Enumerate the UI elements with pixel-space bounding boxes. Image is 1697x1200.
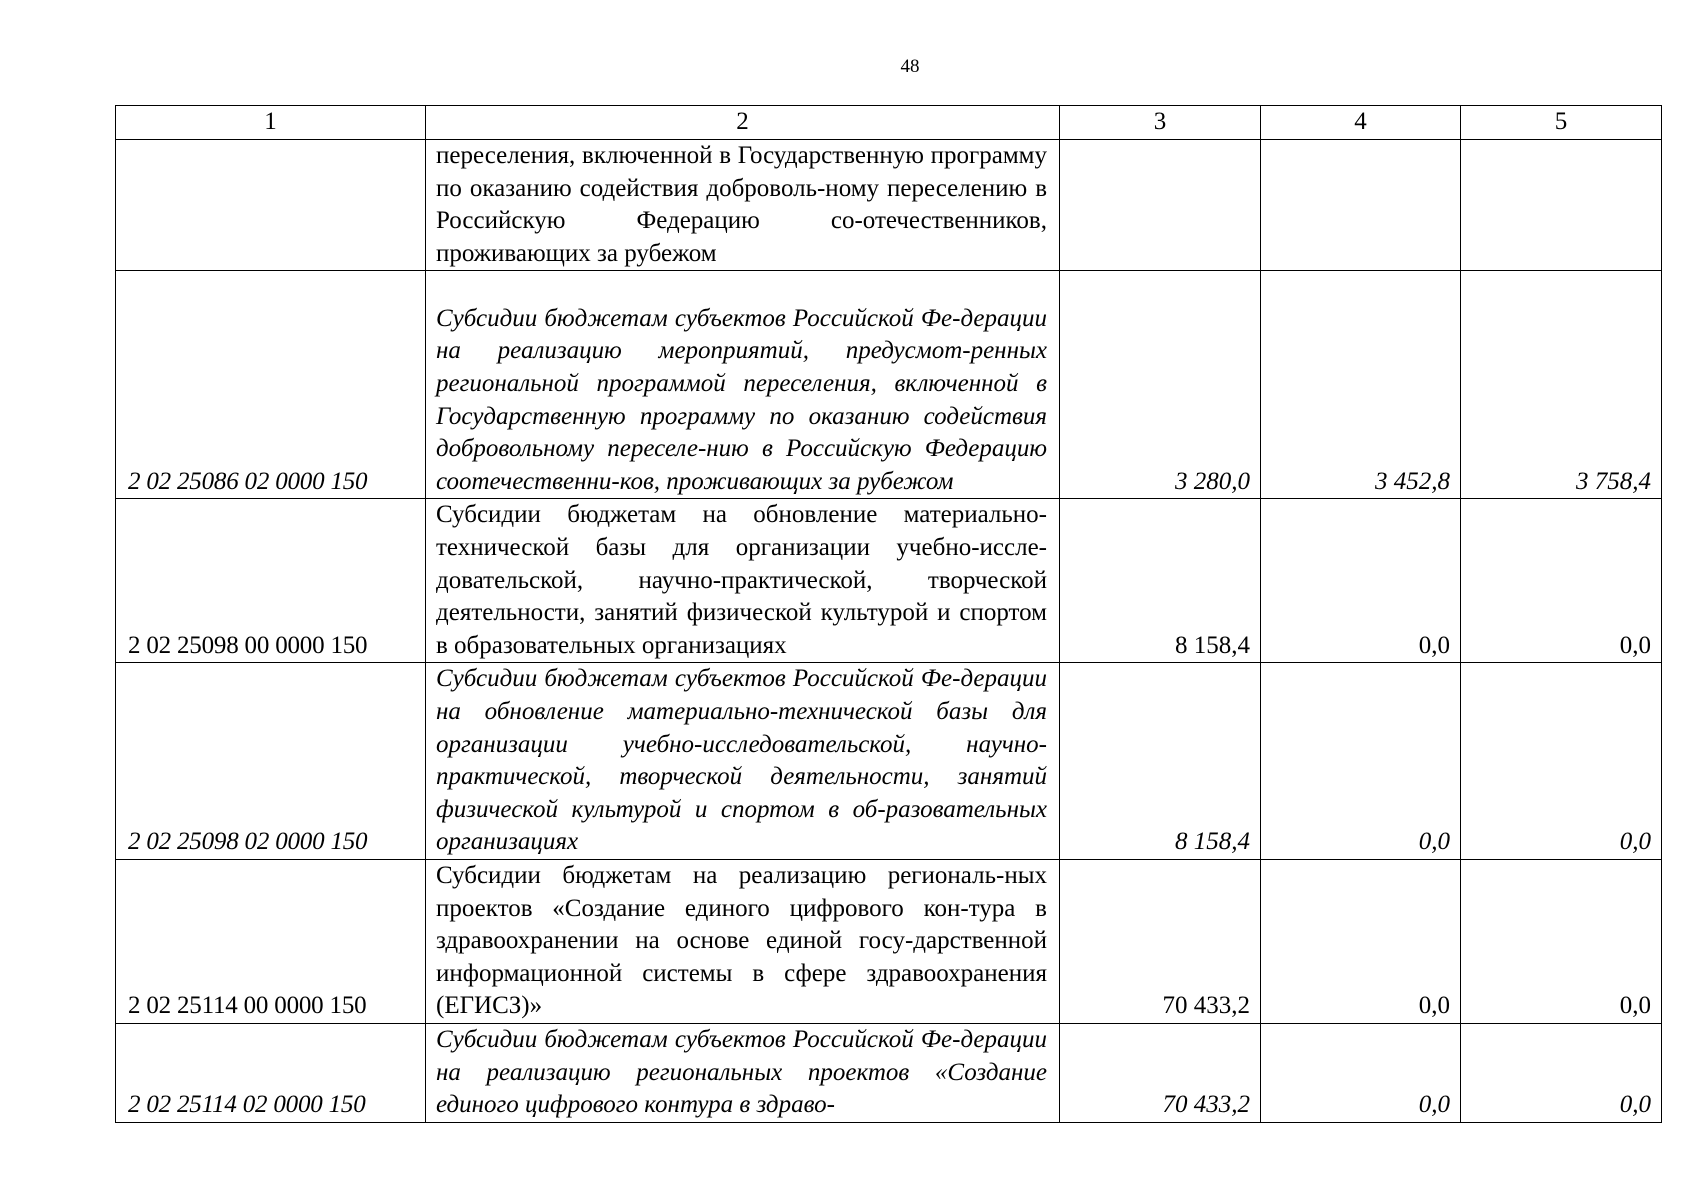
row-value-col3: 8 158,4 [1060,663,1261,860]
row-value-col5: 0,0 [1461,859,1662,1023]
row-description: Субсидии бюджетам на реализацию региональ-ных проектов «Создание единого цифрового кон-тура в здравоохранении на основе единой госу-дарственной информационной системы в сфере здравоохранения (ЕГИСЗ)» [426,859,1060,1023]
row-description: Субсидии бюджетам субъектов Российской Фе-дерации на реализацию региональных проектов «Создание единого цифрового контура в здраво- [426,1023,1060,1122]
row-description: Субсидии бюджетам субъектов Российской Фе-дерации на обновление материально-технической базы для организации учебно-исследовательской, научно-практической, творческой деятельности, занятий физической культурой и спортом в об-разовательных организациях [426,663,1060,860]
row-value-col5: 0,0 [1461,499,1662,663]
row-code: 2 02 25114 00 0000 150 [116,859,426,1023]
row-code: 2 02 25098 02 0000 150 [116,663,426,860]
row-value-col3 [1060,140,1261,271]
budget-table [115,105,1662,1123]
table-row [116,140,1662,271]
row-value-col5: 0,0 [1461,663,1662,860]
row-value-col3: 3 280,0 [1060,271,1261,499]
row-value-col4: 3 452,8 [1261,271,1461,499]
row-description: Субсидии бюджетам субъектов Российской Фе-дерации на реализацию мероприятий, предусмот-ренных региональной программой переселения, включенной в Государственную программу по оказанию содействия добровольному переселе-нию в Российскую Федерацию соотечественни-ков, проживающих за рубежом [426,271,1060,499]
row-value-col4: 0,0 [1261,859,1461,1023]
table-row [116,271,1662,499]
row-code: 2 02 25098 00 0000 150 [116,499,426,663]
table-row [116,663,1662,860]
row-code: 2 02 25086 02 0000 150 [116,271,426,499]
table-row [116,859,1662,1023]
table-row [116,499,1662,663]
row-value-col4: 0,0 [1261,1023,1461,1122]
row-value-col5: 3 758,4 [1461,271,1662,499]
column-header-3: 3 [1060,106,1261,140]
row-code [116,140,426,271]
row-value-col3: 8 158,4 [1060,499,1261,663]
row-value-col4 [1261,140,1461,271]
row-value-col3: 70 433,2 [1060,1023,1261,1122]
row-value-col4: 0,0 [1261,499,1461,663]
row-description: переселения, включенной в Государственную программу по оказанию содействия доброволь-ному переселению в Российскую Федерацию со-отечественников, проживающих за рубежом [426,140,1060,271]
row-value-col4: 0,0 [1261,663,1461,860]
column-header-2: 2 [426,106,1060,140]
row-code: 2 02 25114 02 0000 150 [116,1023,426,1122]
row-value-col5: 0,0 [1461,1023,1662,1122]
page-number: 48 [900,56,920,77]
column-header-1: 1 [116,106,426,140]
table-header-row [116,106,1662,140]
table-row [116,1023,1662,1122]
row-description: Субсидии бюджетам на обновление материально-технической базы для организации учебно-иссле-довательской, научно-практической, творческой деятельности, занятий физической культурой и спортом в образовательных организациях [426,499,1060,663]
row-value-col3: 70 433,2 [1060,859,1261,1023]
column-header-5: 5 [1461,106,1662,140]
column-header-4: 4 [1261,106,1461,140]
row-value-col5 [1461,140,1662,271]
